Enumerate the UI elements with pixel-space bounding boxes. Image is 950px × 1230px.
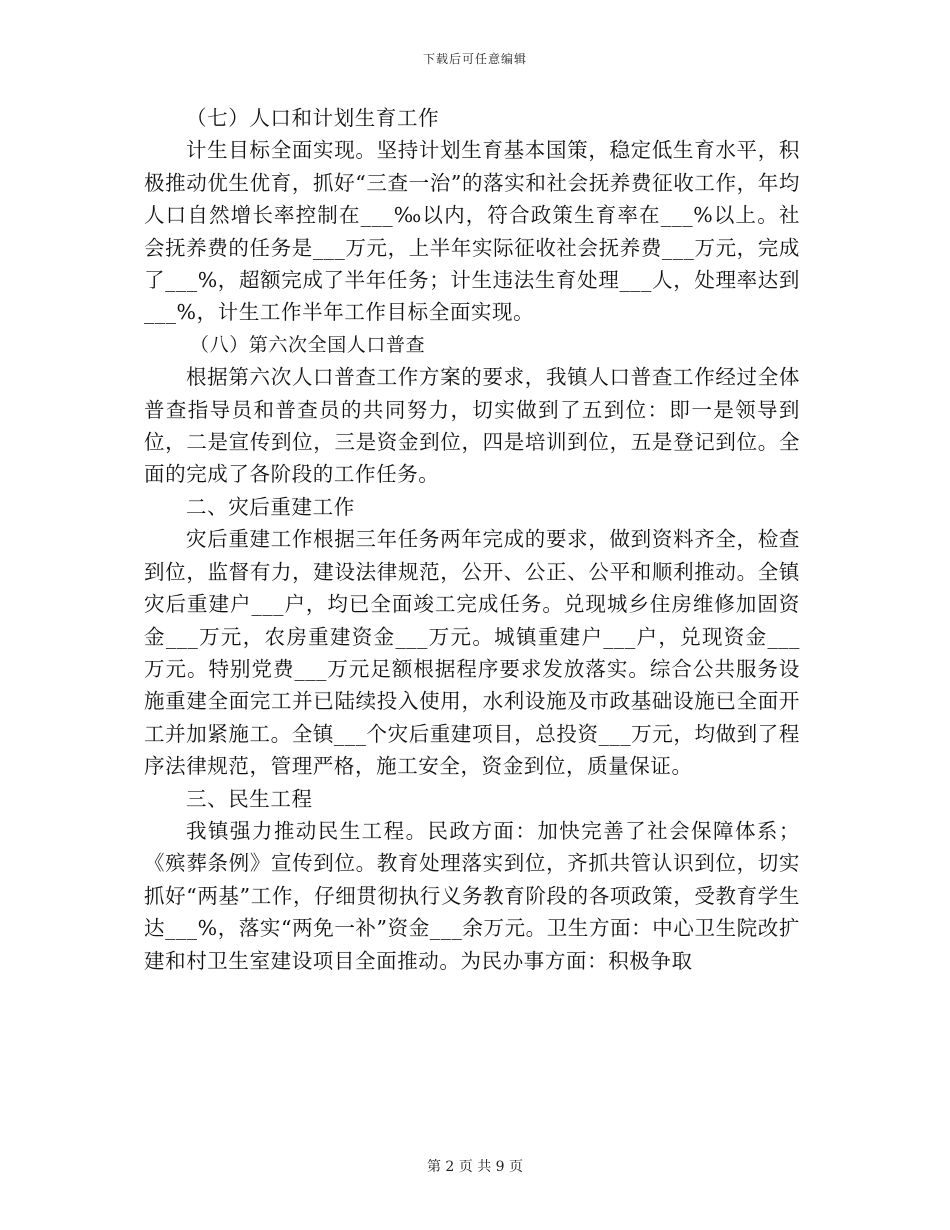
section-heading-reconstruction: 二、灾后重建工作 [186,494,355,519]
page-number-footer: 第 2 页 共 9 页 [426,1159,524,1175]
document-body [144,102,800,977]
section-paragraph-reconstruction: 灾后重建工作根据三年任务两年完成的要求，做到资料齐全，检查到位，监督有力，建设法律规范，公开、公正、公平和顺利推动。全镇灾后重建户___户，均已全面竣工完成任务。兑现城乡住房维修加固资金___万元，农房重建资金___万元。城镇重建户___户，兑现资金___万元。特别党费___万元足额根据程序要求发放落实。综合公共服务设施重建全面完工并已陆续投入使用，水利设施及市政基础设施已全面开工并加紧施工。全镇___个灾后重建项目，总投资___万元，均做到了程序法律规范，管理严格，施工安全，资金到位，质量保证。 [144,527,800,779]
section-paragraph-livelihood: 我镇强力推动民生工程。民政方面：加快完善了社会保障体系；《殡葬条例》宣传到位。教育处理落实到位，齐抓共管认识到位，切实抓好“两基”工作，仔细贯彻执行义务教育阶段的各项政策，受教育学生达___%，落实“两免一补”资金___余万元。卫生方面：中心卫生院改扩建和村卫生室建设项目全面推动。为民办事方面：积极争取 [144,818,800,973]
section-heading-livelihood: 三、民生工程 [186,786,313,811]
section-heading-census: （八）第六次全国人口普查 [190,333,426,356]
section-heading-population: （七）人口和计划生育工作 [186,106,440,130]
section-paragraph-population: 计生目标全面实现。坚持计划生育基本国策，稳定低生育水平，积极推动优生优育，抓好“三查一治”的落实和社会抚养费征收工作，年均人口自然增长率控制在___‰以内，符合政策生育率在___%以上。社会抚养费的任务是___万元，上半年实际征收社会抚养费___万元，完成了___%，超额完成了半年任务；计生违法生育处理___人，处理率达到___%，计生工作半年工作目标全面实现。 [144,138,800,325]
page-header-note: 下载后可任意编辑 [422,52,527,66]
section-paragraph-census: 根据第六次人口普查工作方案的要求，我镇人口普查工作经过全体普查指导员和普查员的共同努力，切实做到了五到位：即一是领导到位，二是宣传到位，三是资金到位，四是培训到位，五是登记到位。全面的完成了各阶段的工作任务。 [144,365,800,487]
